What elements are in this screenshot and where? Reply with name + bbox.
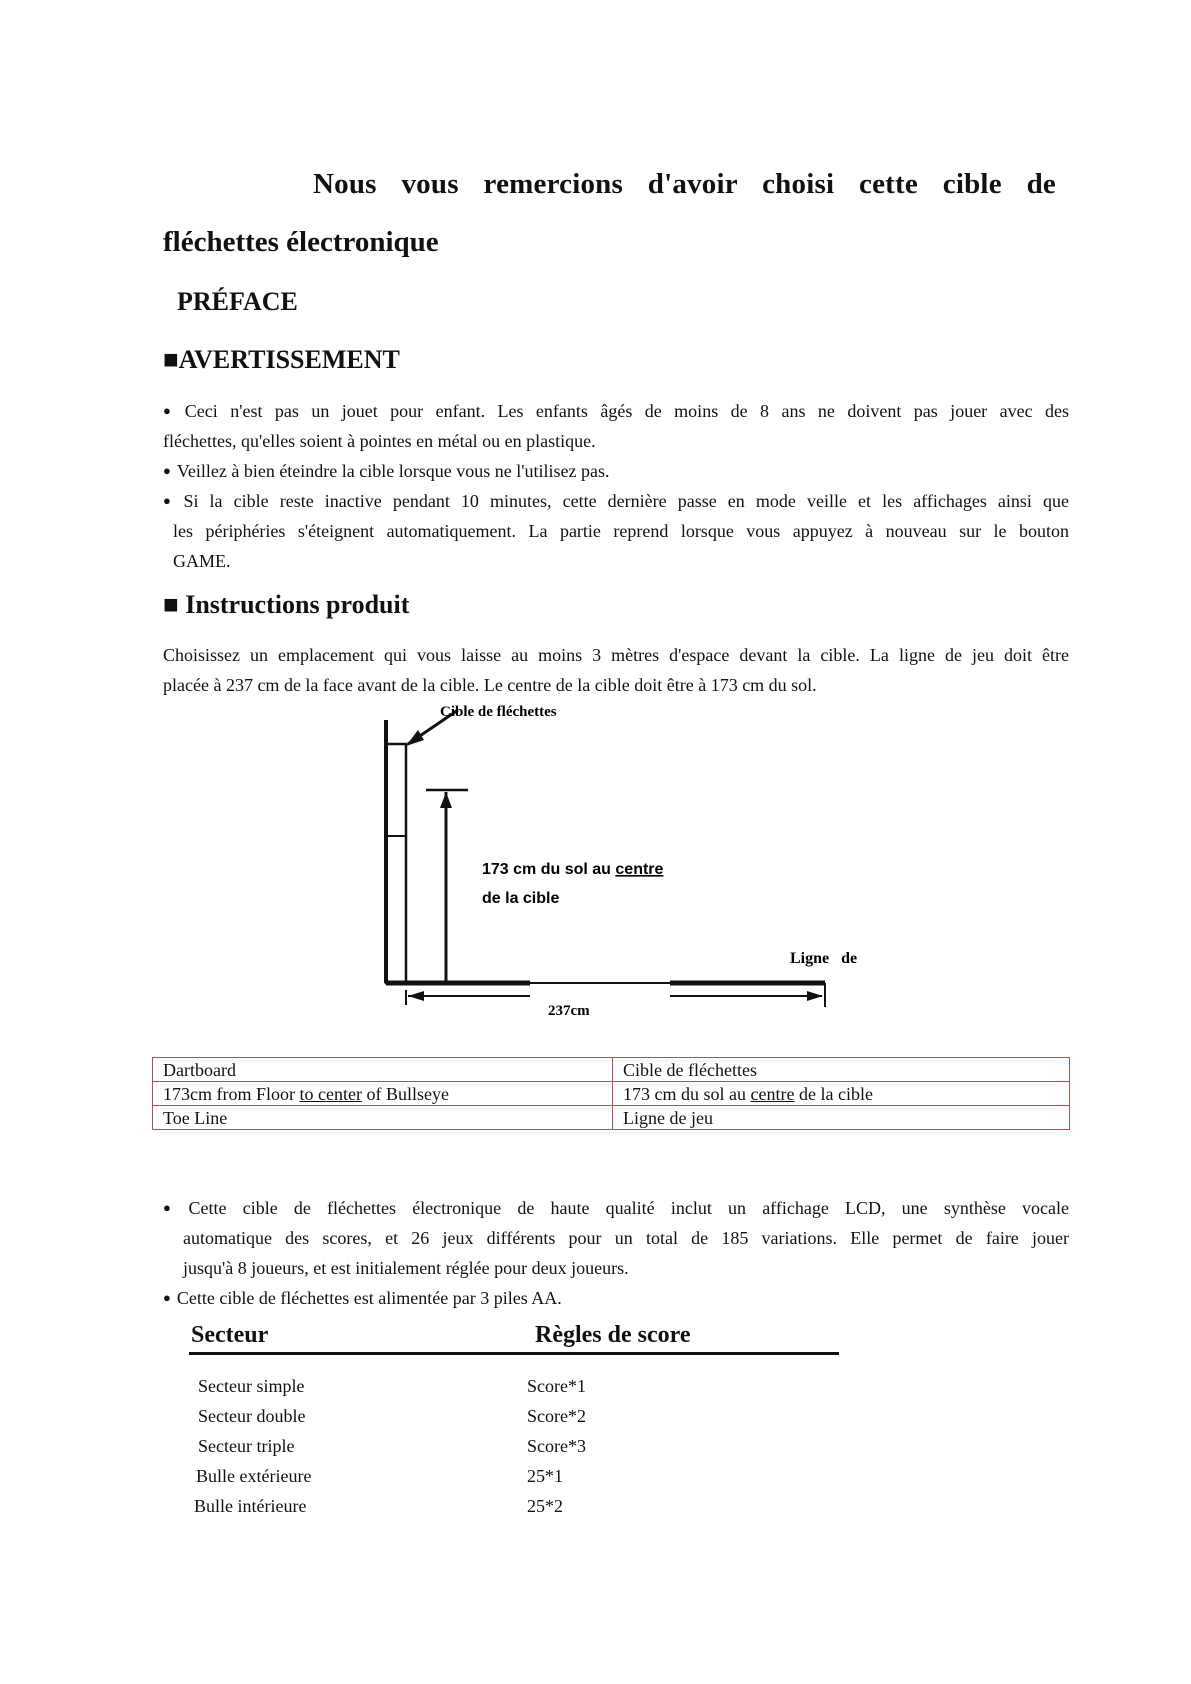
distance-arrow-left: [408, 991, 424, 1001]
document-title-line-1: Nous vous remercions d'avoir choisi cette cible de: [313, 168, 1056, 200]
score-row-sector: Secteur double: [198, 1406, 306, 1426]
warning-heading: ■AVERTISSEMENT: [163, 345, 400, 374]
score-table-header-rules: Règles de score: [535, 1322, 691, 1348]
height-arrow-head: [440, 792, 452, 808]
dartboard-arrow-head: [406, 730, 424, 746]
table-cell-en: Dartboard: [153, 1058, 613, 1082]
instructions-line-2: placée à 237 cm de la face avant de la cible. Le centre de la cible doit être à 173 cm du sol.: [163, 675, 817, 695]
bullet-icon: ●: [163, 463, 171, 478]
feature-item-2-line-1: Cette cible de fléchettes est alimentée par 3 piles AA.: [176, 1288, 562, 1308]
distance-arrow-right: [807, 991, 823, 1001]
table-cell-fr: 173 cm du sol au centre de la cible: [613, 1082, 1070, 1106]
table-cell-fr: Cible de fléchettes: [613, 1058, 1070, 1082]
toe-line-label: Ligne de: [790, 950, 858, 967]
feature-item-1-line-1: Cette cible de fléchettes électronique de haute qualité inclut un affichage LCD, une synthèse vocale: [188, 1198, 1069, 1218]
instructions-paragraph: [163, 640, 1069, 700]
distance-label: 237cm: [548, 1003, 590, 1019]
feature-item-1: [163, 1193, 1069, 1283]
score-row-sector: Secteur simple: [198, 1376, 305, 1396]
instructions-heading: ■ Instructions produit: [163, 590, 410, 619]
installation-diagram: [370, 700, 890, 1030]
score-row-rule: Score*1: [527, 1376, 586, 1396]
warning-item-3-line-2: les périphéries s'éteignent automatiquement. La partie reprend lorsque vous appuyez à nouveau sur le bouton: [173, 521, 1069, 541]
score-table-divider: [189, 1352, 839, 1355]
score-row-sector: Secteur triple: [198, 1436, 295, 1456]
warning-item-3: [163, 486, 1069, 576]
score-row-rule: Score*2: [527, 1406, 586, 1426]
score-table-header-sector: Secteur: [191, 1322, 269, 1348]
dartboard-label: Cible de fléchettes: [440, 704, 557, 720]
bullet-icon: ●: [163, 403, 179, 418]
dartboard-shape: [386, 744, 406, 983]
warning-item-3-line-1: Si la cible reste inactive pendant 10 minutes, cette dernière passe en mode veille et les affichages ainsi que: [183, 491, 1069, 511]
score-row-sector: Bulle intérieure: [194, 1496, 307, 1516]
bullet-icon: ●: [163, 1200, 183, 1215]
bullet-icon: ●: [163, 1290, 171, 1305]
score-row-rule: Score*3: [527, 1436, 586, 1456]
bullet-icon: ●: [163, 493, 178, 508]
preface-heading: PRÉFACE: [177, 287, 298, 316]
warning-item-2-line-1: Veillez à bien éteindre la cible lorsque vous ne l'utilisez pas.: [176, 461, 610, 481]
height-label-line-1: 173 cm du sol au centre: [482, 861, 664, 878]
score-row-rule: 25*1: [527, 1466, 563, 1486]
table-row: [153, 1106, 1070, 1130]
warning-item-1: [163, 396, 1069, 456]
table-row: [153, 1058, 1070, 1082]
feature-item-1-line-3: jusqu'à 8 joueurs, et est initialement réglée pour deux joueurs.: [183, 1258, 629, 1278]
warning-item-1-line-1: Ceci n'est pas un jouet pour enfant. Les enfants âgés de moins de 8 ans ne doivent pas jouer avec des: [184, 401, 1070, 421]
table-row: [153, 1082, 1070, 1106]
instructions-line-1: Choisissez un emplacement qui vous laisse au moins 3 mètres d'espace devant la cible. La ligne de jeu doit être: [163, 645, 1069, 665]
feature-item-1-line-2: automatique des scores, et 26 jeux différents pour un total de 185 variations. Elle permet de faire jouer: [183, 1228, 1069, 1248]
warning-item-3-line-3: GAME.: [173, 551, 231, 571]
table-cell-fr: Ligne de jeu: [613, 1106, 1070, 1130]
warning-item-2: [163, 456, 1069, 486]
score-row-sector: Bulle extérieure: [196, 1466, 312, 1486]
score-row-rule: 25*2: [527, 1496, 563, 1516]
feature-item-2: [163, 1283, 1069, 1313]
translation-table: [152, 1057, 1070, 1130]
document-title-line-2: fléchettes électronique: [163, 226, 439, 258]
height-label-line-2: de la cible: [482, 890, 560, 907]
warning-item-1-line-2: fléchettes, qu'elles soient à pointes en métal ou en plastique.: [163, 431, 596, 451]
table-cell-en: 173cm from Floor to center of Bullseye: [153, 1082, 613, 1106]
table-cell-en: Toe Line: [153, 1106, 613, 1130]
